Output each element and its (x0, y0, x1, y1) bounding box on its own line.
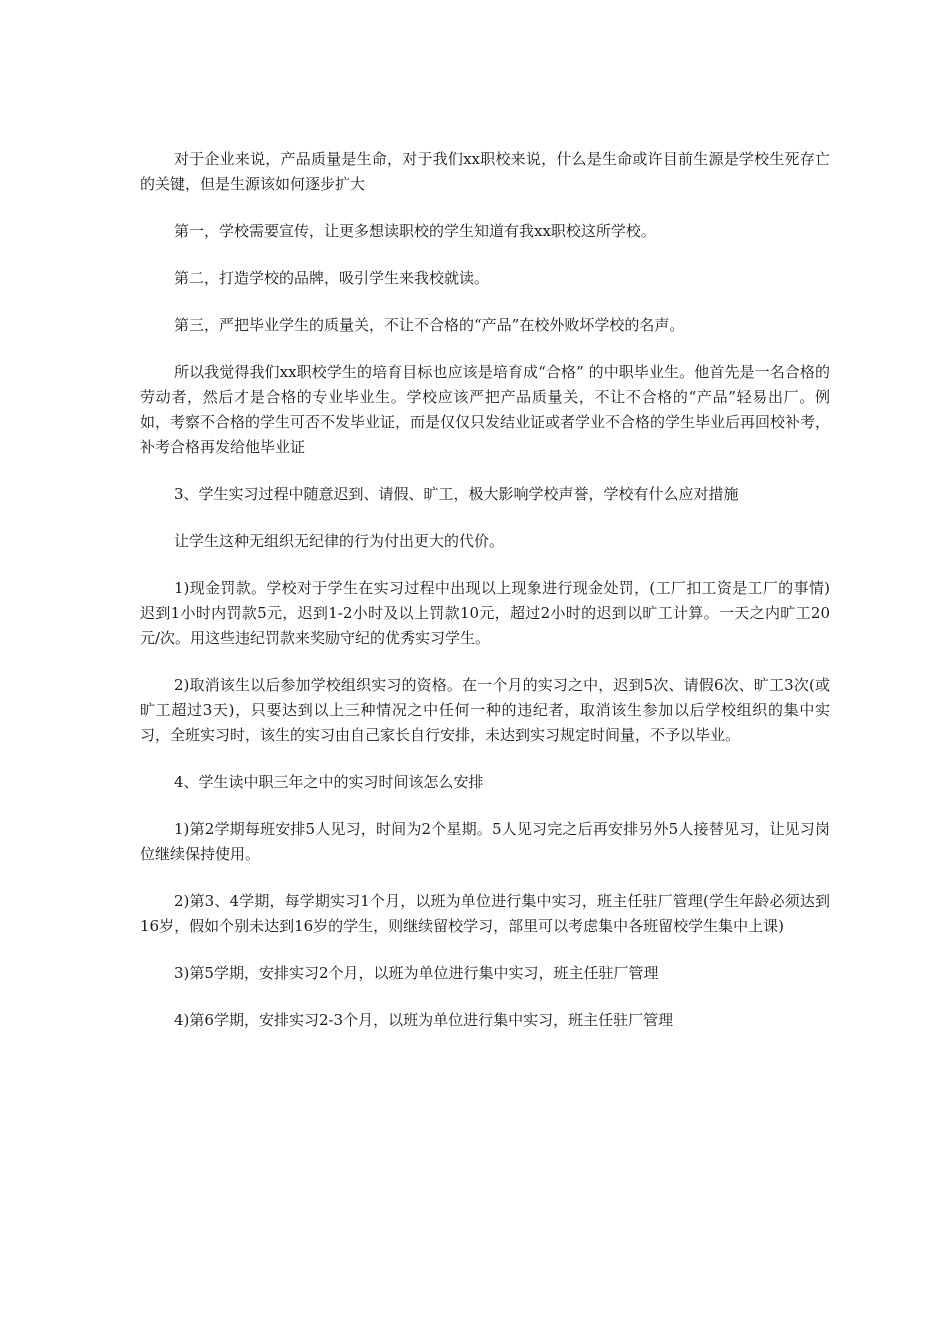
section-heading-3: 3、学生实习过程中随意迟到、请假、旷工，极大影响学校声誉，学校有什么应对措施 (174, 485, 739, 503)
paragraph-semester-5: 3)第5学期，安排实习2个月，以班为单位进行集中实习，班主任驻厂管理 (174, 964, 659, 982)
paragraph-point-3: 第三，严把毕业学生的质量关，不让不合格的“产品”在校外败坏学校的名声。 (174, 316, 685, 334)
paragraph-cash-fine: 1)现金罚款。学校对于学生在实习过程中出现以上现象进行现金处罚，(工厂扣工资是工厂的事情)迟到1小时内罚款5元，迟到1-2小时及以上罚款10元，超过2小时的迟到以旷工计算。一天之内旷工20元/次。用这些违纪罚款来奖励守纪的优秀实习学生。 (140, 579, 830, 647)
paragraph-semester-2: 1)第2学期每班安排5人见习，时间为2个星期。5人见习完之后再安排另外5人接替见习，让见习岗位继续保持使用。 (140, 820, 830, 863)
section-heading-4: 4、学生读中职三年之中的实习时间该怎么安排 (174, 773, 484, 791)
paragraph-semester-6: 4)第6学期，安排实习2-3个月，以班为单位进行集中实习，班主任驻厂管理 (174, 1011, 674, 1029)
paragraph-intro: 对于企业来说，产品质量是生命，对于我们xx职校来说，什么是生命或许目前生源是学校生死存亡的关键，但是生源该如何逐步扩大 (140, 150, 830, 193)
paragraph-point-2: 第二，打造学校的品牌，吸引学生来我校就读。 (174, 269, 490, 287)
document-body (140, 147, 830, 1033)
paragraph-point-1: 第一，学校需要宣传，让更多想读职校的学生知道有我xx职校这所学校。 (174, 222, 656, 240)
paragraph-semester-3-4: 2)第3、4学期，每学期实习1个月，以班为单位进行集中实习，班主任驻厂管理(学生年龄必须达到16岁，假如个别未达到16岁的学生，则继续留校学习，部里可以考虑集中各班留校学生集中上课) (140, 892, 830, 935)
paragraph-cancel-eligibility: 2)取消该生以后参加学校组织实习的资格。在一个月的实习之中，迟到5次、请假6次、旷工3次(或旷工超过3天)，只要达到以上三种情况之中任何一种的违纪者，取消该生参加以后学校组织的集中实习，全班实习时，该生的实习由自己家长自行安排，未达到实习规定时间量，不予以毕业。 (140, 676, 830, 744)
paragraph-penalty-intro: 让学生这种无组织无纪律的行为付出更大的代价。 (174, 532, 505, 550)
paragraph-training-goal: 所以我觉得我们xx职校学生的培育目标也应该是培育成“合格” 的中职毕业生。他首先是一名合格的劳动者，然后才是合格的专业毕业生。学校应该严把产品质量关，不让不合格的“产品”轻易出厂。例如，考察不合格的学生可否不发毕业证，而是仅仅只发结业证或者学业不合格的学生毕业后再回校补考，补考合格再发给他毕业证 (140, 363, 831, 456)
